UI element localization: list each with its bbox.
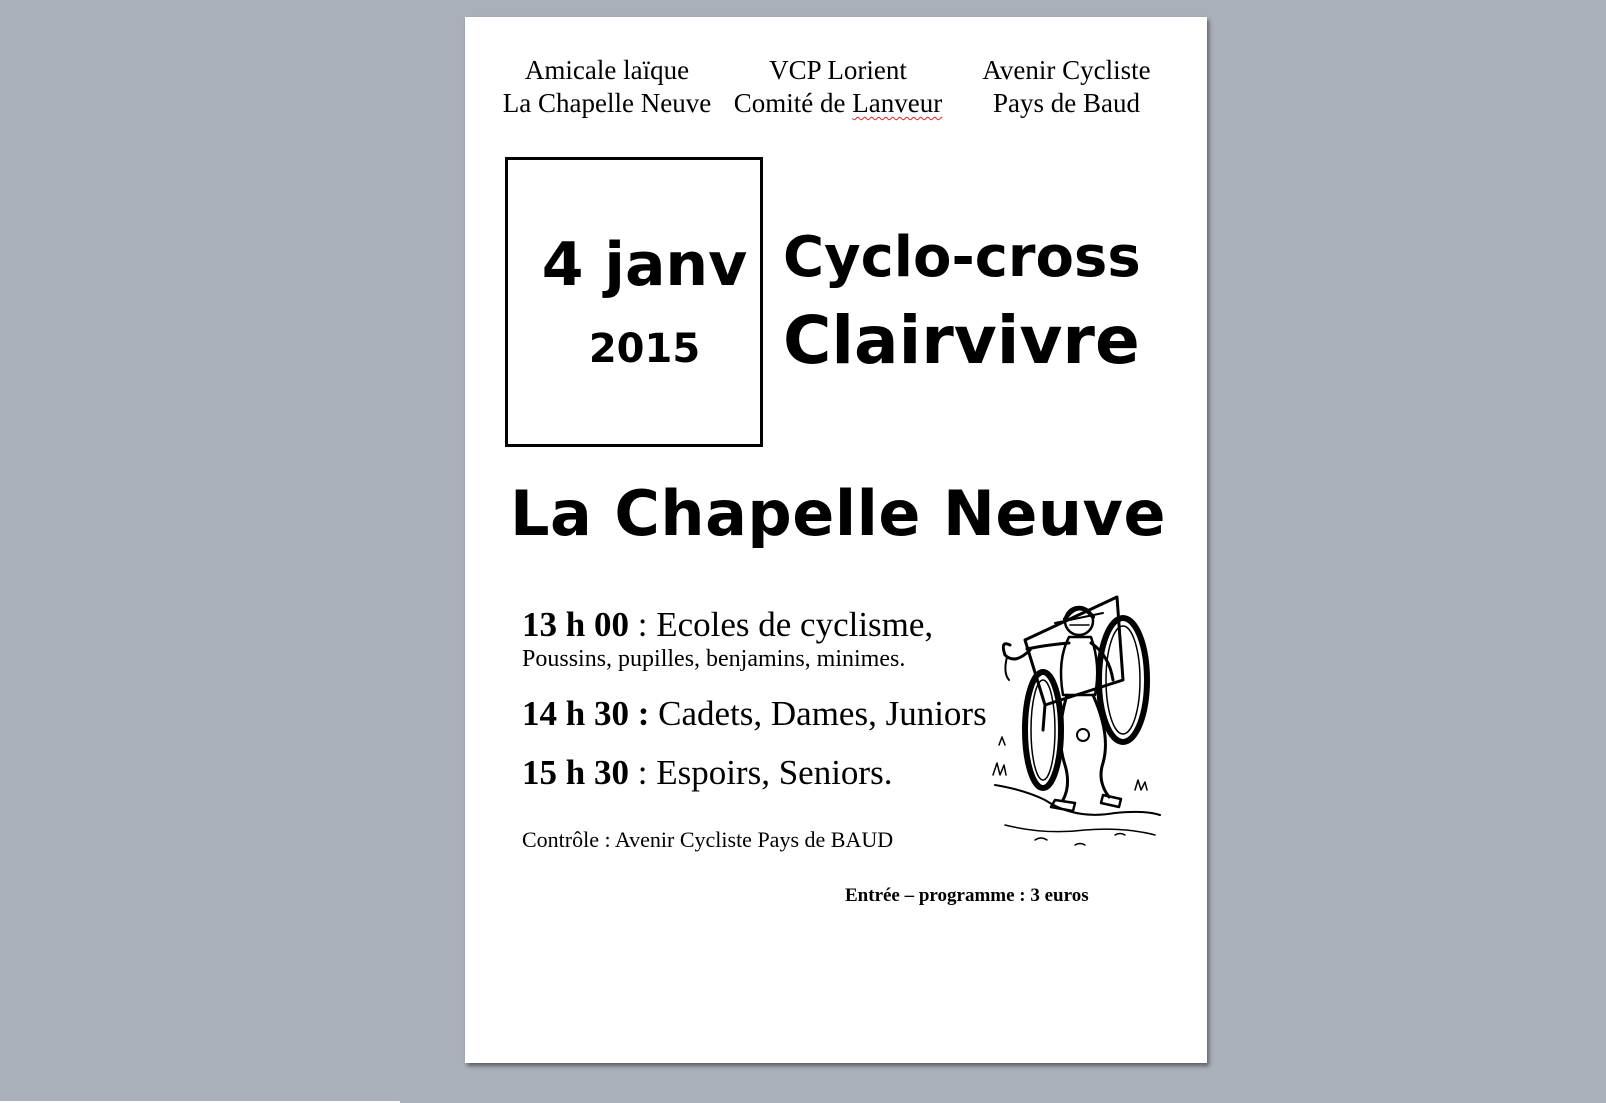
- schedule-line-3: [522, 753, 892, 793]
- date-day: 4 janv: [541, 230, 748, 300]
- organizer-3: [945, 54, 1188, 120]
- schedule-1-categories: Poussins, pupilles, benjamins, minimes.: [522, 646, 906, 672]
- schedule-2-desc: Cadets, Dames, Juniors: [658, 694, 987, 733]
- schedule-line-2: [522, 694, 987, 734]
- organizer-3-line2: Pays de Baud: [993, 88, 1140, 118]
- schedule-1-desc: Ecoles de cyclisme,: [656, 605, 934, 644]
- date-box: [505, 157, 763, 447]
- spellcheck-word: Lanveur: [852, 88, 943, 118]
- schedule-3-time: 15 h 30: [522, 753, 629, 792]
- organizer-2-line2: [720, 87, 956, 120]
- organizer-2-line1: VCP Lorient: [769, 55, 907, 85]
- organizer-2-line2-prefix: Comité de: [733, 88, 853, 118]
- date-year: 2015: [588, 326, 701, 372]
- control-note: Contrôle : Avenir Cycliste Pays de BAUD: [522, 827, 894, 852]
- poster-page: [465, 17, 1207, 1063]
- schedule-3-desc: Espoirs, Seniors.: [656, 753, 893, 792]
- schedule-1-sep: :: [628, 605, 657, 644]
- cyclocross-rider-carrying-bike-icon: [985, 585, 1165, 855]
- schedule-1-time: 13 h 00: [522, 605, 629, 644]
- venue-title: La Chapelle Neuve: [510, 477, 1167, 550]
- organizer-2: [720, 54, 956, 120]
- organizer-1-line1: Amicale laïque: [524, 55, 690, 85]
- organizer-3-line1: Avenir Cycliste: [982, 55, 1151, 85]
- event-type: Cyclo-cross: [783, 225, 1141, 290]
- event-name: Clairvivre: [783, 302, 1140, 379]
- schedule-line-1: [522, 605, 933, 645]
- entry-price: Entrée – programme : 3 euros: [845, 885, 1089, 906]
- organizer-1-line2: La Chapelle Neuve: [502, 88, 712, 118]
- schedule-3-sep: :: [628, 753, 657, 792]
- schedule-2-time: 14 h 30 :: [522, 694, 650, 733]
- organizer-1: [482, 54, 732, 120]
- schedule-2-sep: [649, 694, 658, 733]
